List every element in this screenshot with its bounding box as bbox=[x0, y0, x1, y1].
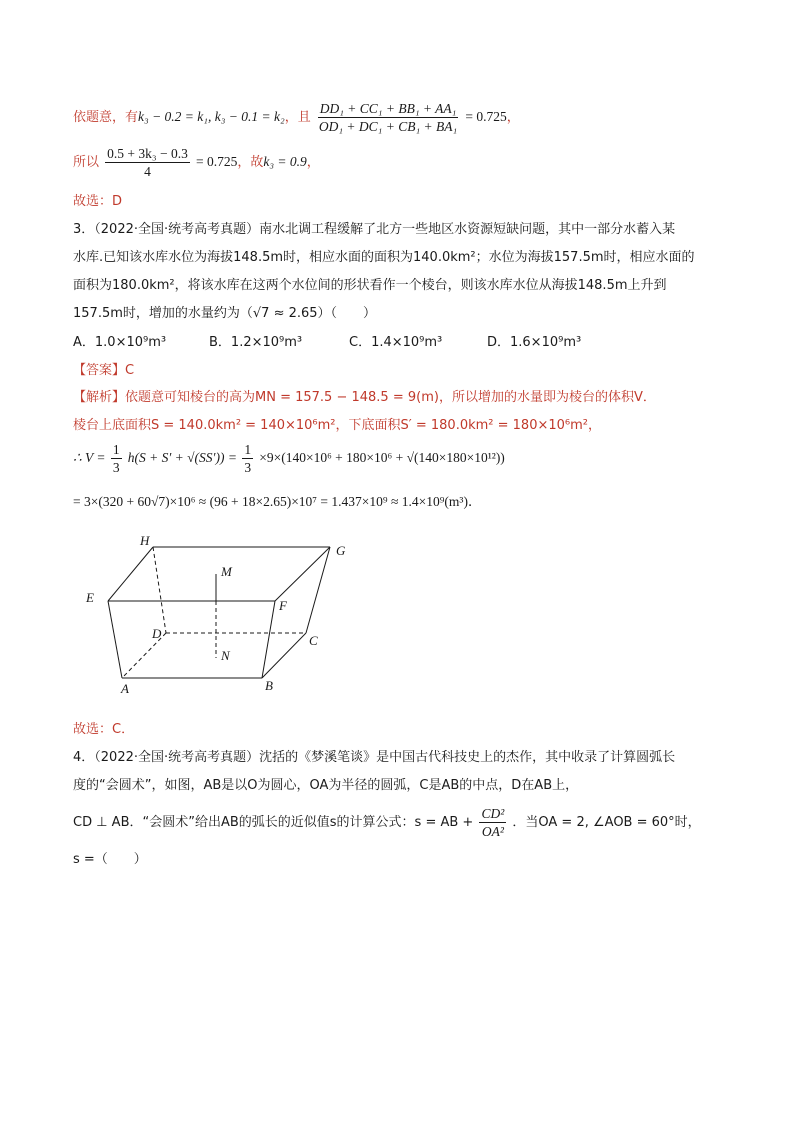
q3-line-1: 3．（2022·全国·统考高考真题）南水北调工程缓解了北方一些地区水资源短缺问题，其中一部分水蓄入某 bbox=[73, 222, 676, 237]
q3-option-b: B．1.2×10⁹m³ bbox=[209, 335, 303, 350]
q3-option-d: D．1.6×10⁹m³ bbox=[487, 335, 582, 350]
analysis-text-1: 依题意可知棱台的高为MN = 157.5 − 148.5 = 9(m)，所以增加的水量即为棱台的体积V． bbox=[125, 390, 656, 405]
analysis-line-4: = 3×(320 + 60√7)×10⁶ ≈ (96 + 18×2.65)×10⁷ = 1.437×10⁹ ≈ 1.4×10⁹(m³)． bbox=[73, 494, 482, 509]
label-C: C bbox=[309, 633, 318, 648]
edge-HD-hidden bbox=[153, 547, 166, 633]
solution-line-2 bbox=[73, 146, 320, 179]
edge-HE bbox=[108, 547, 153, 601]
q3-line-2: 水库.已知该水库水位为海拔148.5m时，相应水面的面积为140.0km²；水位为海拔157.5m时，相应水面的 bbox=[73, 250, 695, 265]
q4-frac-num: CD² bbox=[481, 806, 505, 821]
label-E: E bbox=[86, 590, 94, 605]
line2-fraction bbox=[105, 146, 190, 179]
line2-frac-den: 4 bbox=[144, 164, 151, 179]
l3-frac1-num: 1 bbox=[112, 442, 120, 457]
q3-answer: 故选：C． bbox=[73, 722, 135, 737]
label-D: D bbox=[152, 626, 162, 641]
analysis-line-3 bbox=[73, 442, 505, 475]
line2-mid: ，故 bbox=[237, 155, 264, 170]
line2-eq-tail: = 0.725 bbox=[195, 154, 238, 169]
analysis-l3-b: h(S + S′ + √(SS′)) = bbox=[127, 450, 241, 465]
line1-frac-den: OD₁ + DC₁ + CB₁ + BA₁ bbox=[318, 119, 458, 134]
edge-FG bbox=[275, 547, 330, 601]
solution-line-1 bbox=[73, 101, 520, 134]
line1-eq-tail: = 0.725 bbox=[465, 109, 507, 124]
prev-answer: 故选：D bbox=[73, 194, 123, 209]
answer-value: C bbox=[125, 363, 135, 378]
label-F: F bbox=[279, 598, 287, 613]
q4-line-3 bbox=[73, 806, 701, 839]
answer-tag: 【答案】 bbox=[73, 363, 126, 378]
q3-option-a: A．1.0×10⁹m³ bbox=[73, 335, 167, 350]
frustum-figure bbox=[80, 530, 360, 700]
answer-line bbox=[73, 359, 134, 378]
l3-frac1-den: 3 bbox=[112, 460, 120, 475]
q3-line-3: 面积为180.0km²，将该水库在这两个水位间的形状看作一个棱台，则该水库水位从海拔148.5m上升到 bbox=[73, 278, 667, 293]
q4-line3-b: ．当OA = 2, ∠AOB = 60°时， bbox=[512, 815, 701, 830]
q3-line-4: 157.5m时，增加的水量约为（√7 ≈ 2.65）（ ） bbox=[73, 306, 377, 321]
analysis-l3-frac1 bbox=[111, 442, 122, 475]
q3-option-c: C．1.4×10⁹m³ bbox=[349, 335, 443, 350]
label-M: M bbox=[221, 564, 232, 579]
line1-frac-num: DD₁ + CC₁ + BB₁ + AA₁ bbox=[319, 101, 457, 116]
l3-frac2-num: 1 bbox=[244, 442, 252, 457]
line2-end: ， bbox=[306, 155, 320, 170]
line1-end: ， bbox=[506, 110, 520, 125]
q4-frac-den: OA² bbox=[481, 824, 504, 839]
line1-eq1: k₃ − 0.2 = k₁, k₃ − 0.1 = k₂ bbox=[138, 109, 285, 124]
analysis-line-2: 棱台上底面积S = 140.0km² = 140×10⁶m²，下底面积S′ = 180.0km² = 180×10⁶m²， bbox=[73, 418, 601, 433]
label-H: H bbox=[140, 533, 150, 548]
q4-line-4: s =（ ） bbox=[73, 852, 147, 867]
edge-EA bbox=[108, 601, 122, 678]
q4-line-2: 度的“会圆术”，如图，AB是以O为圆心，OA为半径的圆弧，C是AB的中点，D在AB上， bbox=[73, 778, 579, 793]
analysis-line-1 bbox=[73, 386, 656, 405]
analysis-l3-c: ×9×(140×10⁶ + 180×10⁶ + √(140×180×10¹²)) bbox=[259, 450, 505, 465]
q4-line3-a: CD ⊥ AB．“会圆术”给出AB的弧长的近似值s的计算公式：s = AB + bbox=[73, 815, 474, 830]
label-G: G bbox=[336, 543, 346, 558]
edge-GC bbox=[306, 547, 330, 633]
line2-prefix: 所以 bbox=[73, 155, 100, 170]
q4-line-1: 4．（2022·全国·统考高考真题）沈括的《梦溪笔谈》是中国古代科技史上的杰作，其中收录了计算圆弧长 bbox=[73, 750, 676, 765]
label-N: N bbox=[221, 648, 230, 663]
label-B: B bbox=[265, 678, 273, 693]
q4-fraction bbox=[479, 806, 506, 839]
line1-fraction bbox=[317, 101, 459, 134]
line1-mid: ，且 bbox=[284, 110, 311, 125]
l3-frac2-den: 3 bbox=[244, 460, 252, 475]
analysis-l3-frac2 bbox=[242, 442, 253, 475]
line2-frac-num: 0.5 + 3k₃ − 0.3 bbox=[107, 146, 188, 161]
analysis-l3-a: ∴ V = bbox=[73, 450, 109, 465]
label-A: A bbox=[121, 681, 129, 696]
analysis-tag: 【解析】 bbox=[73, 390, 126, 405]
line1-prefix: 依题意，有 bbox=[73, 110, 139, 125]
line2-result: k₃ = 0.9 bbox=[263, 154, 307, 169]
